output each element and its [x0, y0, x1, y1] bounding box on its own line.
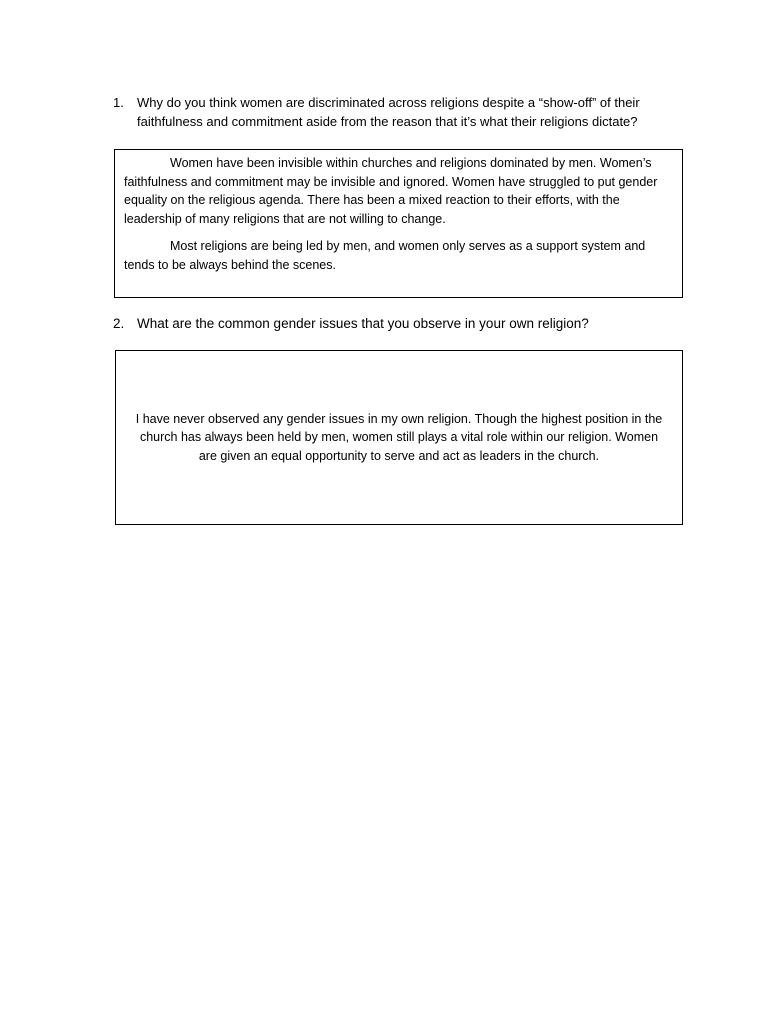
question-1	[113, 93, 673, 131]
question-1-number: 1.	[113, 95, 124, 110]
question-2-number: 2.	[113, 316, 125, 331]
question-2-text: What are the common gender issues that you observe in your own religion?	[137, 316, 589, 331]
question-2	[113, 314, 673, 333]
answer-2-paragraph-1: I have never observed any gender issues in my own religion. Though the highest position in the church has always been held by men, women still plays a vital role within our religion. Women are given an equal opportunity to serve and act as leaders in the church.	[135, 411, 663, 463]
answer-1-paragraph-1: Women have been invisible within churches and religions dominated by men. Women’s faithfulness and commitment may be invisible and ignored. Women have struggled to put gender equality on the religious agenda. There has been a mixed reaction to their efforts, with the leadership of many religions that are not willing to change.	[124, 156, 658, 226]
answer-2-box	[115, 350, 683, 525]
answer-1-paragraph-2: Most religions are being led by men, and women only serves as a support system and tends to be always behind the scenes.	[124, 239, 646, 272]
answer-1-box	[114, 149, 683, 298]
question-1-text: Why do you think women are discriminated across religions despite a “show-off” of their faithfulness and commitment aside from the reason that it’s what their religions dictate?	[137, 95, 640, 129]
